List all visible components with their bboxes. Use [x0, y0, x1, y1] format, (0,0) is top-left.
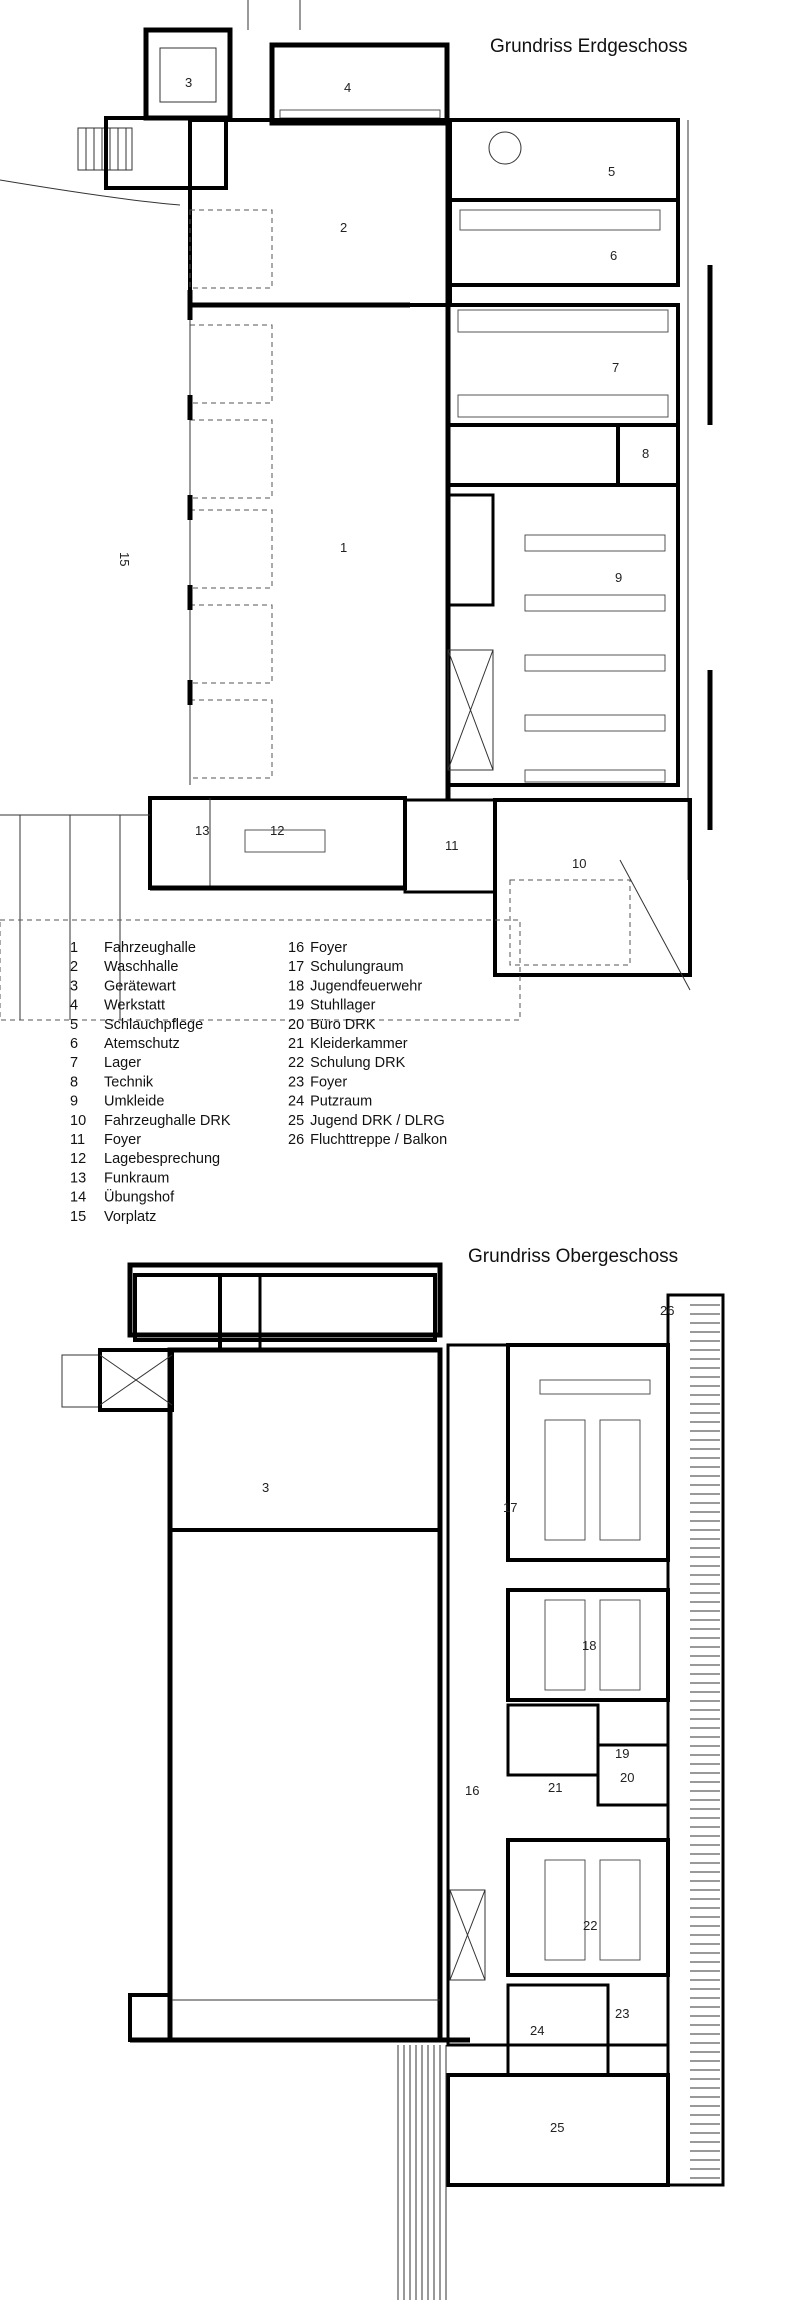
- legend-number: 5: [70, 1016, 79, 1033]
- room-24-wall: [508, 1985, 608, 2075]
- room-3-upper-wall: [170, 1350, 440, 2040]
- label-room-7: 7: [612, 360, 620, 375]
- wc-upper-1: [508, 1705, 598, 1775]
- workbench: [280, 110, 440, 118]
- legend-number: 22: [288, 1055, 305, 1072]
- label-room-5: 5: [608, 164, 616, 179]
- label-room-23: 23: [615, 2006, 630, 2021]
- legend-number: 17: [288, 959, 305, 976]
- legend-room-name: Technik: [104, 1074, 154, 1091]
- drk-parking-bay: [510, 880, 630, 965]
- label-room-13: 13: [195, 823, 210, 838]
- room-7-shelves: [458, 310, 668, 417]
- legend-entry: [288, 1055, 406, 1071]
- parking-bays: [190, 210, 272, 778]
- label-room-6: 6: [610, 248, 618, 263]
- legend-room-name: Stuhllager: [310, 997, 376, 1014]
- legend-entry: [288, 978, 422, 994]
- legend-room-name: Lagebesprechung: [104, 1151, 221, 1168]
- legend-number: 19: [288, 997, 305, 1014]
- label-room-17: 17: [503, 1500, 518, 1515]
- label-room-10: 10: [572, 856, 587, 871]
- label-room-22: 22: [583, 1918, 598, 1933]
- legend-entry: [288, 998, 376, 1014]
- legend-number: 14: [70, 1189, 87, 1206]
- upper-floor-plan: [62, 1246, 723, 2300]
- legend-number: 20: [288, 1016, 305, 1033]
- legend-entry: [288, 959, 404, 975]
- room-6-counter: [460, 210, 660, 230]
- room-5-wall: [448, 120, 678, 200]
- legend-number: 25: [288, 1112, 305, 1129]
- label-room-2: 2: [340, 220, 348, 235]
- street-curve: [0, 180, 180, 205]
- legend-room-name: Waschhalle: [104, 959, 179, 976]
- legend-number: 2: [70, 959, 79, 976]
- legend: [70, 940, 447, 1225]
- legend-entry: [288, 1113, 445, 1129]
- upper-top-inner: [135, 1275, 435, 1340]
- legend-entry: [288, 1132, 447, 1148]
- legend-room-name: Funkraum: [104, 1170, 170, 1187]
- label-room-3: 3: [185, 75, 193, 90]
- legend-room-name: Fluchttreppe / Balkon: [310, 1132, 448, 1148]
- room-22-wall: [508, 1840, 668, 1975]
- lower-stair-treads: [398, 2045, 446, 2300]
- label-room-16: 16: [465, 1783, 480, 1798]
- legend-number: 10: [70, 1112, 87, 1129]
- legend-entry: [288, 940, 347, 956]
- upper-stair-x: [100, 1355, 172, 1405]
- legend-room-name: Kleiderkammer: [310, 1036, 408, 1052]
- stair-hatch-x: [448, 650, 493, 770]
- legend-number: 15: [70, 1208, 87, 1225]
- room-3-wall: [146, 30, 230, 118]
- legend-room-name: Atemschutz: [104, 1036, 180, 1052]
- legend-room-name: Foyer: [310, 1074, 348, 1091]
- upper-stair: [62, 1355, 100, 1407]
- room-2-wall: [190, 120, 450, 305]
- legend-room-name: Foyer: [104, 1132, 142, 1148]
- legend-number: 7: [70, 1055, 79, 1072]
- legend-room-name: Büro DRK: [310, 1016, 376, 1033]
- legend-number: 6: [70, 1036, 79, 1052]
- legend-number: 23: [288, 1074, 305, 1091]
- legend-number: 12: [70, 1151, 87, 1168]
- label-room-19: 19: [615, 1746, 630, 1761]
- legend-number: 8: [70, 1074, 79, 1091]
- meeting-table: [245, 830, 325, 852]
- label-room-4: 4: [344, 80, 352, 95]
- legend-room-name: Jugendfeuerwehr: [310, 978, 423, 995]
- wc-block: [448, 495, 493, 605]
- locker-rows: [525, 535, 665, 782]
- label-room-18: 18: [582, 1638, 597, 1653]
- label-upper-room-3: 3: [262, 1480, 270, 1495]
- room-17-wall: [508, 1345, 668, 1560]
- legend-room-name: Schulung DRK: [310, 1055, 406, 1072]
- legend-number: 24: [288, 1093, 305, 1110]
- spiral-stair: [489, 132, 521, 164]
- upper-tables: [540, 1380, 650, 1960]
- label-room-12: 12: [270, 823, 285, 838]
- balcony-hatch: [690, 1305, 720, 2178]
- legend-entry: [288, 1017, 376, 1033]
- label-room-8: 8: [642, 446, 650, 461]
- legend-room-name: Gerätewart: [104, 978, 176, 995]
- legend-number: 1: [70, 940, 79, 956]
- upper-floor-title: Grundriss Obergeschoss: [468, 1246, 679, 1267]
- label-room-20: 20: [620, 1770, 635, 1785]
- label-room-1: 1: [340, 540, 348, 555]
- legend-number: 13: [70, 1170, 87, 1187]
- label-room-9: 9: [615, 570, 623, 585]
- label-room-15: 15: [117, 552, 132, 567]
- label-room-21: 21: [548, 1780, 563, 1795]
- legend-number: 26: [288, 1132, 305, 1148]
- legend-room-name: Vorplatz: [104, 1208, 157, 1225]
- legend-number: 4: [70, 997, 79, 1014]
- ground-room-numbers: [117, 75, 649, 871]
- label-room-11: 11: [445, 838, 459, 853]
- label-room-25: 25: [550, 2120, 565, 2135]
- legend-number: 18: [288, 978, 305, 995]
- legend-number: 21: [288, 1036, 305, 1052]
- legend-room-name: Umkleide: [104, 1093, 165, 1110]
- legend-room-name: Jugend DRK / DLRG: [310, 1112, 445, 1129]
- legend-room-name: Schlauchpflege: [104, 1016, 204, 1033]
- legend-room-name: Lager: [104, 1055, 142, 1072]
- legend-room-name: Foyer: [310, 940, 348, 956]
- upper-stair-2-x: [450, 1890, 485, 1980]
- legend-number: 16: [288, 940, 305, 956]
- room-9-wall: [448, 485, 678, 785]
- legend-entry: [288, 1094, 372, 1110]
- legend-entry: [288, 1074, 347, 1090]
- room-10-wall: [495, 800, 690, 975]
- upper-bottom-step: [130, 1995, 170, 2040]
- legend-room-name: Werkstatt: [104, 997, 165, 1014]
- ground-floor-title: Grundriss Erdgeschoss: [490, 36, 688, 57]
- legend-room-name: Putzraum: [310, 1093, 373, 1110]
- legend-room-name: Fahrzeughalle: [104, 940, 196, 956]
- legend-room-name: Übungshof: [104, 1189, 175, 1206]
- legend-room-name: Schulungraum: [310, 959, 404, 976]
- legend-room-name: Fahrzeughalle DRK: [104, 1112, 231, 1129]
- legend-number: 11: [70, 1132, 86, 1148]
- label-room-26: 26: [660, 1303, 675, 1318]
- ground-floor-plan: [0, 0, 710, 1020]
- label-room-24: 24: [530, 2023, 545, 2038]
- legend-entry: [288, 1036, 408, 1052]
- legend-number: 3: [70, 978, 79, 995]
- legend-number: 9: [70, 1093, 79, 1110]
